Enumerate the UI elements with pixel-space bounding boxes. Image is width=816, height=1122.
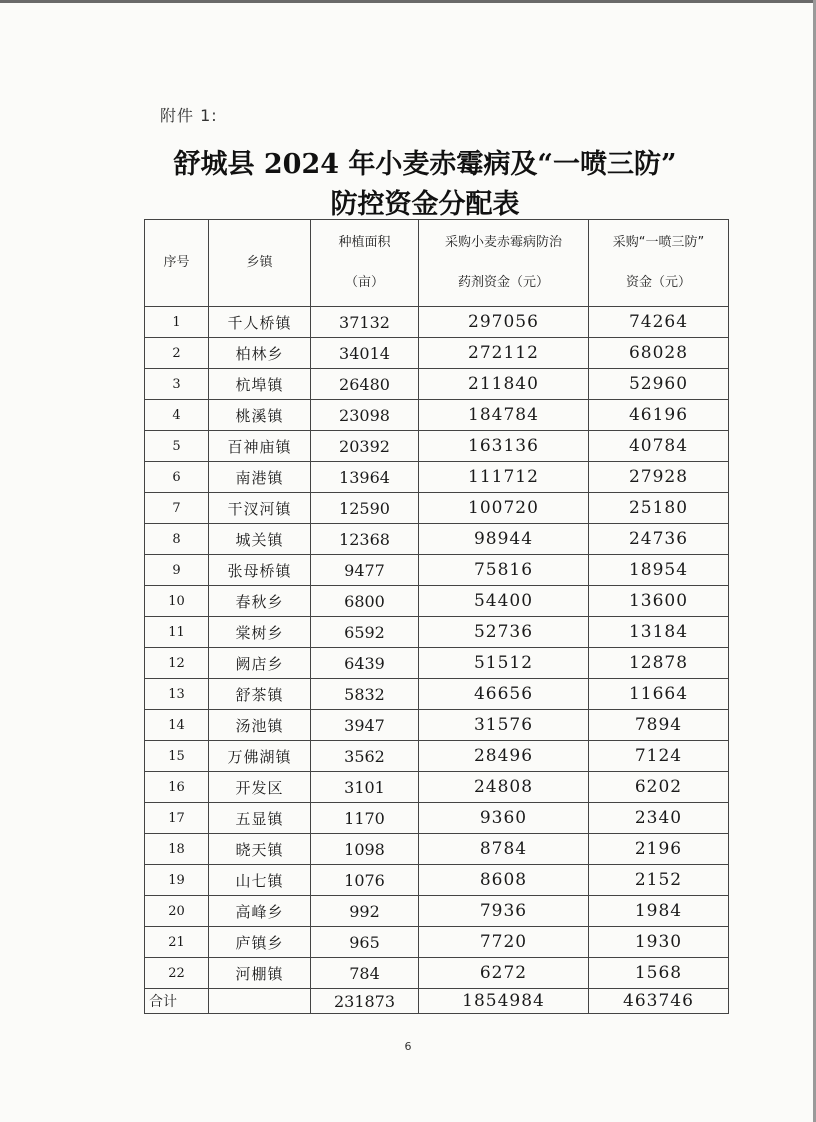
cell-pesticide-funds: 8608: [419, 865, 589, 896]
allocation-table: [144, 219, 729, 1014]
cell-area: 6439: [311, 648, 419, 679]
cell-pesticide-funds: 184784: [419, 400, 589, 431]
table-row: [145, 679, 729, 710]
cell-area: 3101: [311, 772, 419, 803]
cell-spray-funds: 2152: [589, 865, 729, 896]
table-row: [145, 369, 729, 400]
header-spray-line2: 资金（元）: [625, 275, 691, 290]
cell-pesticide-funds: 75816: [419, 555, 589, 586]
cell-index: 16: [145, 772, 209, 803]
cell-index: 8: [145, 524, 209, 555]
cell-area: 3562: [311, 741, 419, 772]
table-row: [145, 927, 729, 958]
cell-spray-funds: 68028: [589, 338, 729, 369]
cell-area: 9477: [311, 555, 419, 586]
header-spray-line1: 采购“一喷三防”: [612, 235, 705, 250]
header-area-line1: 种植面积: [338, 235, 391, 250]
cell-spray-funds: 74264: [589, 307, 729, 338]
cell-index: 15: [145, 741, 209, 772]
total-pesticide-funds: 1854984: [419, 989, 589, 1014]
header-pesticide-funds: [419, 220, 589, 307]
page-number: 6: [404, 1040, 412, 1053]
cell-index: 21: [145, 927, 209, 958]
cell-index: 6: [145, 462, 209, 493]
cell-index: 10: [145, 586, 209, 617]
document-title-line1: 舒城县 2024 年小麦赤霉病及“一喷三防”: [173, 149, 677, 180]
cell-pesticide-funds: 7720: [419, 927, 589, 958]
cell-area: 784: [311, 958, 419, 989]
cell-index: 5: [145, 431, 209, 462]
cell-spray-funds: 13184: [589, 617, 729, 648]
cell-pesticide-funds: 272112: [419, 338, 589, 369]
table-row: [145, 431, 729, 462]
cell-spray-funds: 2196: [589, 834, 729, 865]
cell-spray-funds: 1568: [589, 958, 729, 989]
cell-pesticide-funds: 100720: [419, 493, 589, 524]
cell-area: 37132: [311, 307, 419, 338]
cell-area: 23098: [311, 400, 419, 431]
cell-area: 20392: [311, 431, 419, 462]
cell-spray-funds: 12878: [589, 648, 729, 679]
table-row: [145, 338, 729, 369]
cell-index: 1: [145, 307, 209, 338]
table-row: [145, 803, 729, 834]
cell-spray-funds: 7124: [589, 741, 729, 772]
cell-area: 12590: [311, 493, 419, 524]
cell-pesticide-funds: 163136: [419, 431, 589, 462]
cell-area: 13964: [311, 462, 419, 493]
cell-pesticide-funds: 24808: [419, 772, 589, 803]
cell-area: 1098: [311, 834, 419, 865]
table-header-row: [145, 220, 729, 307]
table-row: [145, 772, 729, 803]
cell-spray-funds: 46196: [589, 400, 729, 431]
cell-area: 34014: [311, 338, 419, 369]
table-row: [145, 493, 729, 524]
cell-area: 3947: [311, 710, 419, 741]
cell-pesticide-funds: 98944: [419, 524, 589, 555]
cell-town: 汤池镇: [209, 710, 311, 741]
table-row: [145, 524, 729, 555]
header-spray-funds: [589, 220, 729, 307]
table-row: [145, 958, 729, 989]
cell-town: 万佛湖镇: [209, 741, 311, 772]
cell-spray-funds: 1984: [589, 896, 729, 927]
table-row: [145, 741, 729, 772]
cell-index: 17: [145, 803, 209, 834]
cell-pesticide-funds: 211840: [419, 369, 589, 400]
total-town: [209, 989, 311, 1014]
header-area-line2: （亩）: [344, 275, 384, 290]
table-total-row: [145, 989, 729, 1014]
cell-pesticide-funds: 6272: [419, 958, 589, 989]
cell-spray-funds: 2340: [589, 803, 729, 834]
table-row: [145, 555, 729, 586]
cell-town: 百神庙镇: [209, 431, 311, 462]
cell-town: 南港镇: [209, 462, 311, 493]
cell-pesticide-funds: 46656: [419, 679, 589, 710]
table-row: [145, 307, 729, 338]
cell-area: 12368: [311, 524, 419, 555]
cell-town: 干汊河镇: [209, 493, 311, 524]
cell-spray-funds: 25180: [589, 493, 729, 524]
cell-area: 5832: [311, 679, 419, 710]
cell-spray-funds: 24736: [589, 524, 729, 555]
header-pesticide-line2: 药剂资金（元）: [457, 275, 549, 290]
cell-area: 1170: [311, 803, 419, 834]
cell-pesticide-funds: 52736: [419, 617, 589, 648]
cell-spray-funds: 1930: [589, 927, 729, 958]
cell-index: 22: [145, 958, 209, 989]
table-row: [145, 834, 729, 865]
cell-spray-funds: 52960: [589, 369, 729, 400]
total-label: 合计: [145, 989, 209, 1014]
table-row: [145, 710, 729, 741]
cell-area: 6800: [311, 586, 419, 617]
cell-town: 舒茶镇: [209, 679, 311, 710]
scan-edge-top: [0, 0, 816, 3]
cell-index: 13: [145, 679, 209, 710]
cell-area: 6592: [311, 617, 419, 648]
cell-pesticide-funds: 31576: [419, 710, 589, 741]
cell-spray-funds: 11664: [589, 679, 729, 710]
cell-town: 晓天镇: [209, 834, 311, 865]
table-row: [145, 896, 729, 927]
cell-index: 3: [145, 369, 209, 400]
cell-town: 庐镇乡: [209, 927, 311, 958]
header-town: 乡镇: [209, 220, 311, 307]
cell-town: 棠树乡: [209, 617, 311, 648]
cell-town: 城关镇: [209, 524, 311, 555]
cell-town: 五显镇: [209, 803, 311, 834]
header-area: [311, 220, 419, 307]
cell-town: 阙店乡: [209, 648, 311, 679]
cell-pesticide-funds: 54400: [419, 586, 589, 617]
cell-pesticide-funds: 7936: [419, 896, 589, 927]
cell-pesticide-funds: 297056: [419, 307, 589, 338]
cell-town: 杭埠镇: [209, 369, 311, 400]
cell-pesticide-funds: 28496: [419, 741, 589, 772]
cell-town: 春秋乡: [209, 586, 311, 617]
cell-town: 张母桥镇: [209, 555, 311, 586]
cell-index: 11: [145, 617, 209, 648]
cell-spray-funds: 18954: [589, 555, 729, 586]
attachment-label: 附件 1:: [160, 106, 218, 125]
table-body: [145, 307, 729, 1014]
header-index: 序号: [145, 220, 209, 307]
total-spray-funds: 463746: [589, 989, 729, 1014]
cell-index: 12: [145, 648, 209, 679]
table-row: [145, 586, 729, 617]
cell-area: 992: [311, 896, 419, 927]
cell-town: 千人桥镇: [209, 307, 311, 338]
cell-pesticide-funds: 9360: [419, 803, 589, 834]
table-row: [145, 400, 729, 431]
cell-index: 9: [145, 555, 209, 586]
cell-town: 山七镇: [209, 865, 311, 896]
table-row: [145, 462, 729, 493]
cell-spray-funds: 40784: [589, 431, 729, 462]
cell-town: 开发区: [209, 772, 311, 803]
cell-pesticide-funds: 51512: [419, 648, 589, 679]
cell-town: 柏林乡: [209, 338, 311, 369]
cell-area: 965: [311, 927, 419, 958]
cell-index: 20: [145, 896, 209, 927]
cell-spray-funds: 7894: [589, 710, 729, 741]
cell-index: 18: [145, 834, 209, 865]
total-area: 231873: [311, 989, 419, 1014]
cell-area: 26480: [311, 369, 419, 400]
header-pesticide-line1: 采购小麦赤霉病防治: [444, 235, 562, 250]
cell-area: 1076: [311, 865, 419, 896]
table-row: [145, 865, 729, 896]
cell-pesticide-funds: 8784: [419, 834, 589, 865]
cell-spray-funds: 13600: [589, 586, 729, 617]
cell-index: 19: [145, 865, 209, 896]
table-row: [145, 648, 729, 679]
table-row: [145, 617, 729, 648]
cell-pesticide-funds: 111712: [419, 462, 589, 493]
cell-town: 河棚镇: [209, 958, 311, 989]
cell-index: 4: [145, 400, 209, 431]
cell-index: 2: [145, 338, 209, 369]
cell-spray-funds: 6202: [589, 772, 729, 803]
cell-town: 高峰乡: [209, 896, 311, 927]
document-title-line2: 防控资金分配表: [330, 189, 520, 220]
cell-town: 桃溪镇: [209, 400, 311, 431]
cell-spray-funds: 27928: [589, 462, 729, 493]
cell-index: 7: [145, 493, 209, 524]
cell-index: 14: [145, 710, 209, 741]
